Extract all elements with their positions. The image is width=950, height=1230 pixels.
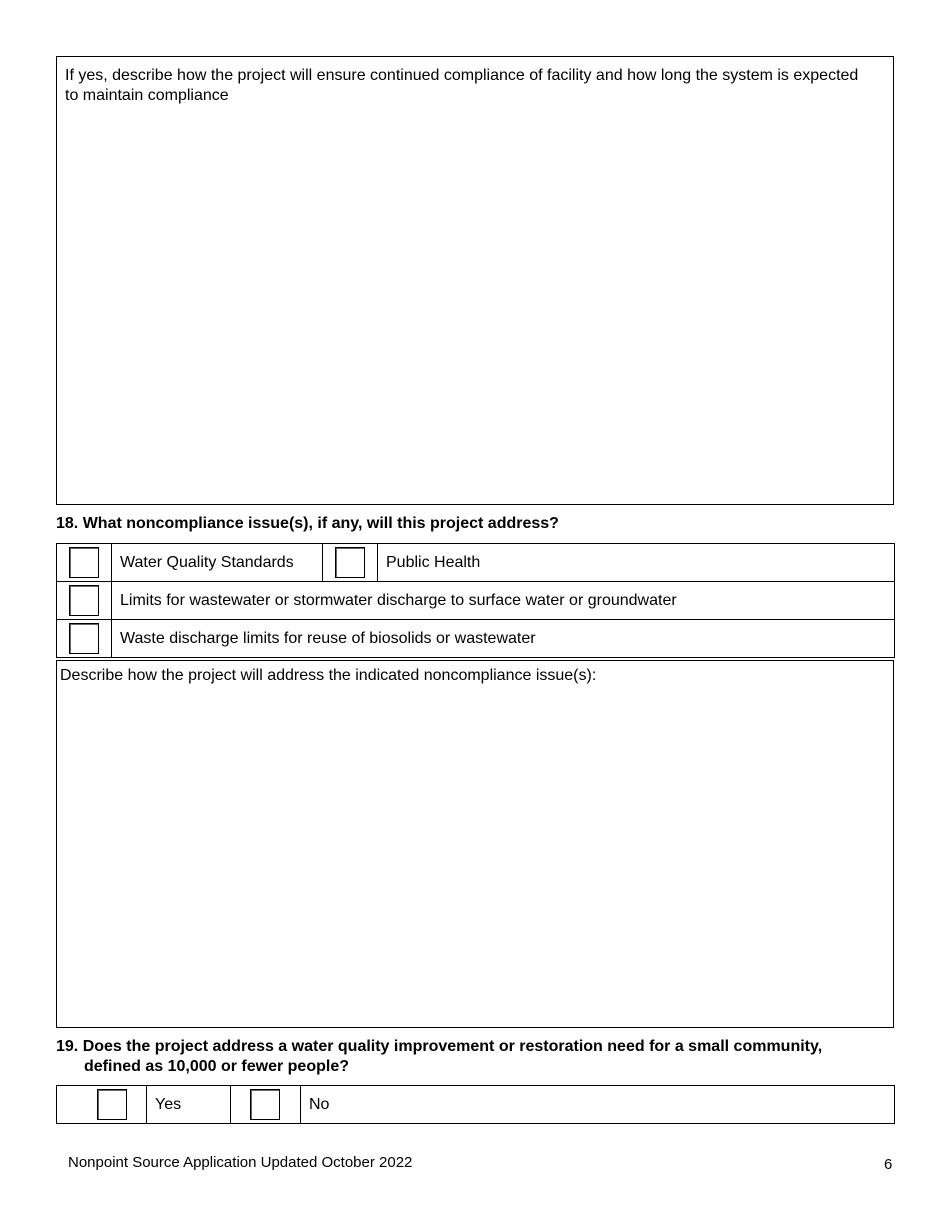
public-health-label: Public Health <box>378 544 895 582</box>
q18-row-2 <box>57 582 895 620</box>
q18-title: 18. What noncompliance issue(s), if any, will this project address? <box>56 515 559 532</box>
q19-options-table <box>56 1085 895 1124</box>
discharge-limits-label: Limits for wastewater or stormwater discharge to surface water or groundwater <box>112 582 895 620</box>
q19-title-line1: 19. Does the project address a water quality improvement or restoration need for a small community, <box>56 1038 823 1055</box>
q17-followup-prompt: If yes, describe how the project will ensure continued compliance of facility and how long the system is expected to maintain compliance <box>65 67 859 104</box>
q18-row-3 <box>57 620 895 658</box>
q18-options-table <box>56 543 895 658</box>
no-label: No <box>301 1086 895 1124</box>
q18-row-1 <box>57 544 895 582</box>
reuse-limits-checkbox[interactable] <box>69 623 99 654</box>
public-health-checkbox[interactable] <box>335 547 365 578</box>
page-number: 6 <box>884 1156 893 1173</box>
q18-describe-prompt: Describe how the project will address the indicated noncompliance issue(s): <box>60 667 597 684</box>
q17-compliance-textarea[interactable] <box>56 56 894 505</box>
q19-row <box>57 1086 895 1124</box>
footer-title: Nonpoint Source Application Updated October 2022 <box>68 1154 413 1171</box>
reuse-limits-label: Waste discharge limits for reuse of biosolids or wastewater <box>112 620 895 658</box>
q18-description-textarea[interactable] <box>56 660 894 1028</box>
water-quality-standards-label: Water Quality Standards <box>112 544 323 582</box>
yes-checkbox[interactable] <box>97 1089 127 1120</box>
discharge-limits-checkbox[interactable] <box>69 585 99 616</box>
q19-title-line2: defined as 10,000 or fewer people? <box>84 1058 349 1075</box>
yes-label: Yes <box>147 1086 231 1124</box>
water-quality-standards-checkbox[interactable] <box>69 547 99 578</box>
no-checkbox[interactable] <box>250 1089 280 1120</box>
